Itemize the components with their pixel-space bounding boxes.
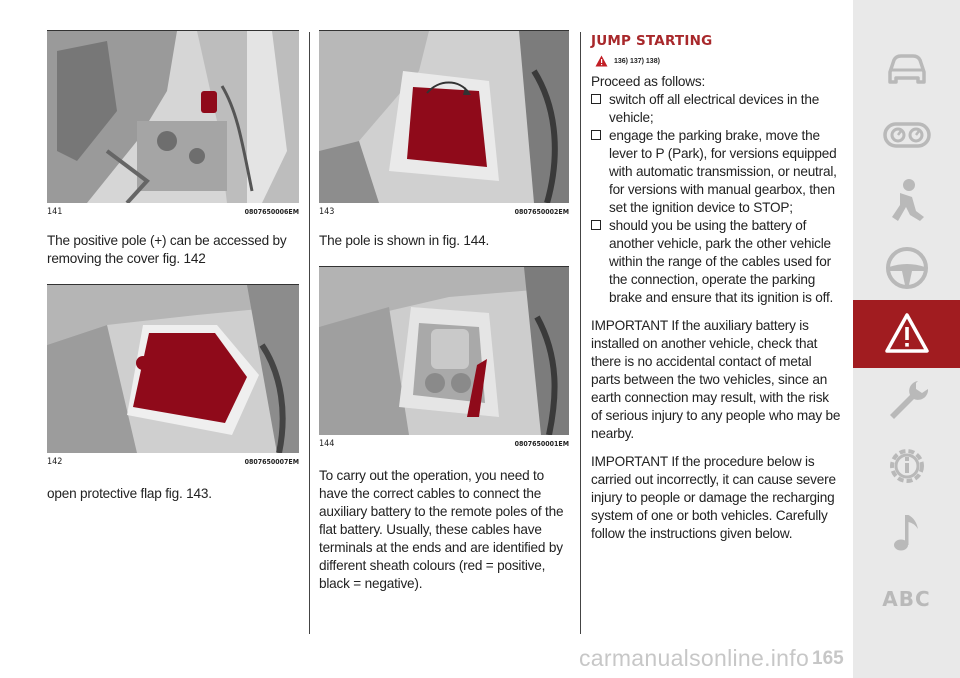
figure-caption: [47, 207, 299, 217]
list-item: [591, 91, 841, 127]
engine-bay-illustration: [47, 31, 299, 203]
paragraph: IMPORTANT If the procedure below is carried out incorrectly, it can cause severe injury to people or damage the recharging system of one or both vehicles. Carefully follow the instructions given below.: [591, 454, 836, 541]
info-gear-icon: [882, 441, 932, 491]
paragraph: To carry out the operation, you need to have the correct cables to connect the auxiliary battery to the remote poles of the flat battery. Usually, these cables have terminals at the ends and are identified by different sheath colours (red = positive, black = negative).: [319, 468, 564, 591]
section-title: JUMP STARTING: [591, 33, 713, 49]
paragraph: The pole is shown in fig. 144.: [319, 233, 490, 248]
list-item-text: engage the parking brake, move the lever to P (Park), for versions equipped with automatic transmission, or neutral, for versions with manual gearbox, then set the ignition device to STOP;: [609, 128, 837, 215]
figure-number: 144: [319, 439, 335, 449]
positive-pole-illustration: [319, 267, 569, 435]
figure-number: 143: [319, 207, 335, 217]
bullet-box-icon: [591, 94, 601, 104]
page-number: 165: [812, 648, 844, 669]
bullet-box-icon: [591, 220, 601, 230]
column-divider: [580, 32, 581, 634]
figure-code: 0807650006EM: [244, 208, 299, 216]
sidebar-item-driving[interactable]: [853, 234, 960, 302]
wrench-icon: [882, 375, 932, 425]
figure-142: [47, 284, 299, 453]
list-item: [591, 217, 841, 307]
list-item-text: switch off all electrical devices in the vehicle;: [609, 92, 820, 125]
sidebar-item-safety[interactable]: [853, 168, 960, 236]
warning-references: [595, 55, 841, 67]
sidebar-item-car[interactable]: [853, 35, 960, 103]
sidebar-item-index[interactable]: [853, 565, 960, 633]
steering-wheel-icon: [882, 243, 932, 293]
figure-caption: [319, 207, 569, 217]
chapter-sidebar: [853, 0, 960, 678]
column-3: [591, 30, 841, 543]
figure-code: 0807650007EM: [244, 458, 299, 466]
sidebar-item-emergency[interactable]: [853, 300, 960, 368]
paragraph: open protective flap fig. 143.: [47, 486, 212, 501]
paragraph: Proceed as follows:: [591, 74, 706, 89]
figure-caption: [319, 439, 569, 449]
list-item-text: should you be using the battery of another vehicle, park the other vehicle within the range of the cables used for the connection, operate the parking brake and ensure that its ignition is off.: [609, 218, 834, 305]
music-note-icon: [882, 507, 932, 557]
figure-143: [319, 30, 569, 203]
seat-passenger-icon: [882, 177, 932, 227]
paragraph: The positive pole (+) can be accessed by removing the cover fig. 142: [47, 233, 287, 266]
bullet-box-icon: [591, 130, 601, 140]
warning-ref-numbers: 136) 137) 138): [614, 57, 660, 65]
figure-code: 0807650002EM: [514, 208, 569, 216]
figure-144: [319, 266, 569, 435]
abc-icon: ABC: [882, 587, 931, 611]
figure-code: 0807650001EM: [514, 440, 569, 448]
dashboard-gauges-icon: [882, 110, 932, 160]
sidebar-item-multimedia[interactable]: [853, 498, 960, 566]
figure-141: [47, 30, 299, 203]
column-1: [47, 30, 299, 503]
battery-cover-illustration: [47, 285, 299, 453]
figure-caption: [47, 457, 299, 467]
figure-number: 142: [47, 457, 63, 467]
sidebar-item-maintenance[interactable]: [853, 366, 960, 434]
sidebar-item-dashboard[interactable]: [853, 101, 960, 169]
warning-triangle-icon: [882, 309, 932, 359]
paragraph: IMPORTANT If the auxiliary battery is installed on another vehicle, check that there is no accidental contact of metal parts between the two vehicles, since an earth connection may result, with the risk of serious injury to any people who may be nearby.: [591, 318, 841, 441]
column-divider: [309, 32, 310, 634]
figure-number: 141: [47, 207, 63, 217]
car-icon: [882, 44, 932, 94]
watermark: carmanualsonline.info: [579, 645, 810, 671]
list-item: [591, 127, 841, 217]
warning-triangle-icon: [595, 55, 608, 67]
protective-flap-illustration: [319, 31, 569, 203]
column-2: [319, 30, 569, 593]
sidebar-item-technical[interactable]: [853, 432, 960, 500]
